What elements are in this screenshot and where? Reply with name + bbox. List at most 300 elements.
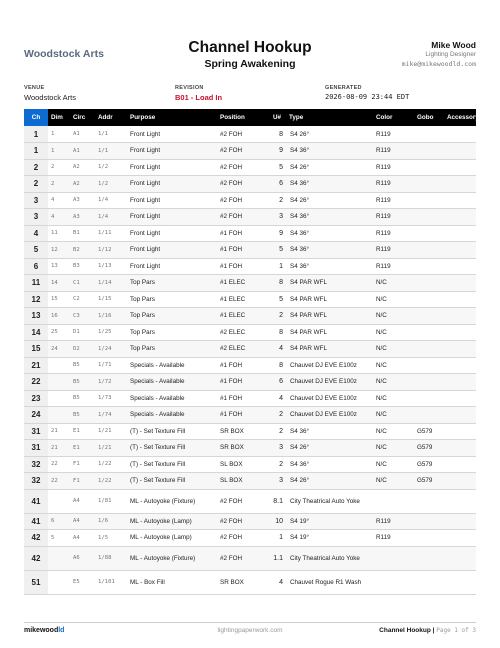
cell-gobo bbox=[414, 159, 444, 176]
cell-gobo: G579 bbox=[414, 456, 444, 473]
cell-addr: 1/71 bbox=[95, 357, 127, 374]
cell-purpose: ML - Autoyoke (Lamp) bbox=[127, 530, 217, 547]
cell-addr: 1/22 bbox=[95, 456, 127, 473]
cell-addr: 1/25 bbox=[95, 324, 127, 341]
cell-position: #2 FOH bbox=[217, 489, 270, 513]
cell-unit: 9 bbox=[270, 225, 286, 242]
page-header bbox=[24, 38, 476, 72]
col-header-type[interactable]: Type bbox=[286, 109, 373, 126]
cell-ch: 2 bbox=[24, 176, 48, 193]
cell-position: #2 FOH bbox=[217, 209, 270, 226]
cell-ch: 51 bbox=[24, 570, 48, 594]
cell-position: #2 FOH bbox=[217, 143, 270, 160]
cell-position: #1 ELEC bbox=[217, 291, 270, 308]
col-header-unit[interactable]: U# bbox=[270, 109, 286, 126]
cell-circ: C1 bbox=[70, 275, 95, 292]
revision-label: REVISION bbox=[175, 85, 204, 91]
cell-position: #2 FOH bbox=[217, 159, 270, 176]
table-row[interactable] bbox=[24, 341, 476, 358]
cell-gobo bbox=[414, 374, 444, 391]
cell-position: #2 FOH bbox=[217, 126, 270, 143]
table-row[interactable] bbox=[24, 308, 476, 325]
cell-color: R119 bbox=[373, 159, 414, 176]
cell-ch: 21 bbox=[24, 357, 48, 374]
cell-circ: B5 bbox=[70, 390, 95, 407]
cell-type: S4 PAR WFL bbox=[286, 291, 373, 308]
cell-addr: 1/11 bbox=[95, 225, 127, 242]
cell-circ: E1 bbox=[70, 423, 95, 440]
cell-gobo bbox=[414, 192, 444, 209]
col-header-position[interactable]: Position bbox=[217, 109, 270, 126]
cell-purpose: Front Light bbox=[127, 126, 217, 143]
cell-position: #2 FOH bbox=[217, 530, 270, 547]
cell-type: City Theatrical Auto Yoke bbox=[286, 489, 373, 513]
cell-dim: 2 bbox=[48, 159, 70, 176]
cell-ch: 11 bbox=[24, 275, 48, 292]
cell-gobo bbox=[414, 390, 444, 407]
designer-role: Lighting Designer bbox=[425, 51, 476, 58]
cell-unit: 2 bbox=[270, 308, 286, 325]
cell-dim: 13 bbox=[48, 258, 70, 275]
table-row[interactable] bbox=[24, 176, 476, 193]
generated-label: GENERATED bbox=[325, 85, 362, 91]
cell-circ: A4 bbox=[70, 530, 95, 547]
cell-circ: D1 bbox=[70, 324, 95, 341]
cell-dim: 14 bbox=[48, 275, 70, 292]
cell-unit: 2 bbox=[270, 192, 286, 209]
cell-gobo bbox=[414, 357, 444, 374]
table-row[interactable] bbox=[24, 225, 476, 242]
cell-type: S4 PAR WFL bbox=[286, 308, 373, 325]
cell-type: S4 19° bbox=[286, 530, 373, 547]
cell-type: S4 36° bbox=[286, 423, 373, 440]
cell-ch: 31 bbox=[24, 423, 48, 440]
table-row[interactable] bbox=[24, 143, 476, 160]
cell-gobo bbox=[414, 530, 444, 547]
cell-accessory bbox=[444, 473, 476, 490]
cell-unit: 2 bbox=[270, 423, 286, 440]
cell-position: #1 FOH bbox=[217, 407, 270, 424]
cell-type: Chauvet DJ EVE E100z bbox=[286, 374, 373, 391]
cell-type: S4 36° bbox=[286, 242, 373, 259]
cell-accessory bbox=[444, 570, 476, 594]
cell-gobo bbox=[414, 308, 444, 325]
table-row[interactable] bbox=[24, 209, 476, 226]
cell-circ: B2 bbox=[70, 242, 95, 259]
cell-circ: E1 bbox=[70, 440, 95, 457]
table-row[interactable] bbox=[24, 242, 476, 259]
cell-circ: C2 bbox=[70, 291, 95, 308]
cell-gobo: G579 bbox=[414, 440, 444, 457]
col-header-accessory[interactable]: Accessory bbox=[444, 109, 476, 126]
cell-ch: 14 bbox=[24, 324, 48, 341]
cell-type: S4 36° bbox=[286, 258, 373, 275]
table-row[interactable] bbox=[24, 570, 476, 594]
cell-addr: 1/101 bbox=[95, 570, 127, 594]
cell-addr: 1/4 bbox=[95, 192, 127, 209]
cell-color: R119 bbox=[373, 530, 414, 547]
cell-gobo bbox=[414, 126, 444, 143]
cell-position: SR BOX bbox=[217, 440, 270, 457]
cell-color: N/C bbox=[373, 357, 414, 374]
cell-addr: 1/21 bbox=[95, 423, 127, 440]
cell-purpose: ML - Box Fill bbox=[127, 570, 217, 594]
cell-ch: 1 bbox=[24, 143, 48, 160]
cell-addr: 1/73 bbox=[95, 390, 127, 407]
cell-unit: 6 bbox=[270, 374, 286, 391]
designer-name: Mike Wood bbox=[431, 40, 476, 50]
cell-position: #1 FOH bbox=[217, 390, 270, 407]
generated-meta bbox=[325, 85, 409, 101]
cell-gobo bbox=[414, 143, 444, 160]
cell-unit: 9 bbox=[270, 143, 286, 160]
cell-purpose: Front Light bbox=[127, 209, 217, 226]
cell-circ: A2 bbox=[70, 159, 95, 176]
cell-purpose: ML - Autoyoke (Fixture) bbox=[127, 546, 217, 570]
cell-dim: 22 bbox=[48, 456, 70, 473]
cell-purpose: Specials - Available bbox=[127, 407, 217, 424]
cell-purpose: Front Light bbox=[127, 242, 217, 259]
venue-meta bbox=[24, 85, 76, 102]
footer-site[interactable]: lightingpaperwork.com bbox=[217, 627, 283, 634]
cell-addr: 1/21 bbox=[95, 440, 127, 457]
cell-dim bbox=[48, 546, 70, 570]
cell-purpose: Top Pars bbox=[127, 308, 217, 325]
footer-doc-title: Channel Hookup bbox=[379, 627, 431, 634]
col-header-color[interactable]: Color bbox=[373, 109, 414, 126]
cell-ch: 42 bbox=[24, 546, 48, 570]
page-footer bbox=[24, 622, 476, 634]
cell-color: N/C bbox=[373, 374, 414, 391]
cell-purpose: (T) - Set Texture Fill bbox=[127, 440, 217, 457]
cell-ch: 41 bbox=[24, 513, 48, 530]
show-title: Spring Awakening bbox=[204, 58, 296, 70]
cell-addr: 1/1 bbox=[95, 126, 127, 143]
cell-position: #1 FOH bbox=[217, 374, 270, 391]
cell-accessory bbox=[444, 275, 476, 292]
col-header-circ[interactable]: Circ bbox=[70, 109, 95, 126]
cell-position: #2 ELEC bbox=[217, 341, 270, 358]
cell-unit: 8.1 bbox=[270, 489, 286, 513]
cell-purpose: (T) - Set Texture Fill bbox=[127, 456, 217, 473]
table-row[interactable] bbox=[24, 530, 476, 547]
meta-bar bbox=[24, 85, 476, 103]
table-row[interactable] bbox=[24, 258, 476, 275]
col-header-addr[interactable]: Addr bbox=[95, 109, 127, 126]
cell-gobo bbox=[414, 242, 444, 259]
cell-purpose: Front Light bbox=[127, 176, 217, 193]
cell-purpose: (T) - Set Texture Fill bbox=[127, 473, 217, 490]
cell-purpose: Front Light bbox=[127, 159, 217, 176]
cell-unit: 1 bbox=[270, 258, 286, 275]
cell-purpose: Front Light bbox=[127, 143, 217, 160]
cell-dim: 4 bbox=[48, 209, 70, 226]
revision-meta bbox=[175, 85, 222, 102]
cell-unit: 8 bbox=[270, 275, 286, 292]
cell-purpose: Front Light bbox=[127, 258, 217, 275]
cell-addr: 1/72 bbox=[95, 374, 127, 391]
cell-position: #1 ELEC bbox=[217, 275, 270, 292]
cell-accessory bbox=[444, 423, 476, 440]
cell-color: R119 bbox=[373, 126, 414, 143]
col-header-purpose[interactable]: Purpose bbox=[127, 109, 217, 126]
cell-purpose: Specials - Available bbox=[127, 390, 217, 407]
table-row[interactable] bbox=[24, 423, 476, 440]
venue-value: Woodstock Arts bbox=[24, 93, 76, 102]
cell-gobo bbox=[414, 291, 444, 308]
table-row[interactable] bbox=[24, 374, 476, 391]
cell-gobo: G579 bbox=[414, 473, 444, 490]
cell-circ: A2 bbox=[70, 176, 95, 193]
cell-ch: 22 bbox=[24, 374, 48, 391]
table-row[interactable] bbox=[24, 275, 476, 292]
cell-type: S4 26° bbox=[286, 159, 373, 176]
cell-dim: 1 bbox=[48, 126, 70, 143]
cell-type: S4 36° bbox=[286, 456, 373, 473]
revision-value: B01 - Load In bbox=[175, 93, 223, 102]
cell-type: S4 26° bbox=[286, 192, 373, 209]
cell-type: S4 36° bbox=[286, 225, 373, 242]
cell-type: S4 26° bbox=[286, 440, 373, 457]
cell-unit: 3 bbox=[270, 473, 286, 490]
cell-type: S4 PAR WFL bbox=[286, 275, 373, 292]
cell-position: #2 FOH bbox=[217, 546, 270, 570]
cell-gobo bbox=[414, 570, 444, 594]
col-header-gobo[interactable]: Gobo bbox=[414, 109, 444, 126]
page-number: Page 1 of 3 bbox=[436, 627, 476, 634]
cell-accessory bbox=[444, 407, 476, 424]
cell-position: #2 ELEC bbox=[217, 324, 270, 341]
cell-purpose: Top Pars bbox=[127, 324, 217, 341]
cell-gobo bbox=[414, 209, 444, 226]
cell-dim: 12 bbox=[48, 242, 70, 259]
cell-addr: 1/22 bbox=[95, 473, 127, 490]
brand-main: mikewood bbox=[24, 627, 59, 634]
table-row[interactable] bbox=[24, 456, 476, 473]
cell-gobo bbox=[414, 546, 444, 570]
cell-color: N/C bbox=[373, 308, 414, 325]
table-body bbox=[24, 126, 476, 594]
cell-color: R119 bbox=[373, 242, 414, 259]
cell-circ: F1 bbox=[70, 456, 95, 473]
cell-gobo bbox=[414, 275, 444, 292]
cell-ch: 12 bbox=[24, 291, 48, 308]
cell-accessory bbox=[444, 546, 476, 570]
table-row[interactable] bbox=[24, 126, 476, 143]
cell-position: SL BOX bbox=[217, 456, 270, 473]
table-row[interactable] bbox=[24, 192, 476, 209]
cell-ch: 13 bbox=[24, 308, 48, 325]
cell-position: SL BOX bbox=[217, 473, 270, 490]
cell-circ: B5 bbox=[70, 357, 95, 374]
table-header-row bbox=[24, 109, 476, 126]
cell-unit: 5 bbox=[270, 159, 286, 176]
cell-ch: 41 bbox=[24, 489, 48, 513]
table-row[interactable] bbox=[24, 489, 476, 513]
cell-gobo bbox=[414, 324, 444, 341]
cell-type: S4 PAR WFL bbox=[286, 324, 373, 341]
cell-circ: B3 bbox=[70, 258, 95, 275]
cell-circ: C3 bbox=[70, 308, 95, 325]
cell-dim: 11 bbox=[48, 225, 70, 242]
cell-dim bbox=[48, 357, 70, 374]
table-row[interactable] bbox=[24, 473, 476, 490]
cell-accessory bbox=[444, 176, 476, 193]
cell-addr: 1/13 bbox=[95, 258, 127, 275]
cell-color bbox=[373, 546, 414, 570]
cell-ch: 15 bbox=[24, 341, 48, 358]
cell-dim bbox=[48, 489, 70, 513]
cell-accessory bbox=[444, 357, 476, 374]
cell-circ: E5 bbox=[70, 570, 95, 594]
table-row[interactable] bbox=[24, 440, 476, 457]
cell-color: N/C bbox=[373, 456, 414, 473]
table-row[interactable] bbox=[24, 513, 476, 530]
cell-unit: 2 bbox=[270, 407, 286, 424]
cell-position: #1 FOH bbox=[217, 357, 270, 374]
cell-unit: 6 bbox=[270, 176, 286, 193]
table-row[interactable] bbox=[24, 407, 476, 424]
cell-accessory bbox=[444, 341, 476, 358]
cell-addr: 1/74 bbox=[95, 407, 127, 424]
cell-circ: A1 bbox=[70, 126, 95, 143]
cell-ch: 1 bbox=[24, 126, 48, 143]
cell-unit: 1.1 bbox=[270, 546, 286, 570]
cell-color: R119 bbox=[373, 258, 414, 275]
venue-heading: Woodstock Arts bbox=[24, 48, 104, 60]
cell-accessory bbox=[444, 126, 476, 143]
cell-type: Chauvet DJ EVE E100z bbox=[286, 407, 373, 424]
cell-ch: 24 bbox=[24, 407, 48, 424]
cell-ch: 32 bbox=[24, 456, 48, 473]
cell-gobo bbox=[414, 176, 444, 193]
cell-accessory bbox=[444, 440, 476, 457]
table-row[interactable] bbox=[24, 390, 476, 407]
cell-color: R119 bbox=[373, 225, 414, 242]
cell-position: #2 FOH bbox=[217, 192, 270, 209]
cell-unit: 4 bbox=[270, 390, 286, 407]
cell-addr: 1/81 bbox=[95, 489, 127, 513]
cell-addr: 1/15 bbox=[95, 291, 127, 308]
cell-gobo bbox=[414, 225, 444, 242]
cell-dim: 5 bbox=[48, 530, 70, 547]
cell-accessory bbox=[444, 143, 476, 160]
cell-position: #2 FOH bbox=[217, 513, 270, 530]
cell-color: R119 bbox=[373, 209, 414, 226]
cell-purpose: (T) - Set Texture Fill bbox=[127, 423, 217, 440]
cell-position: SR BOX bbox=[217, 570, 270, 594]
cell-color: N/C bbox=[373, 423, 414, 440]
hookup-table bbox=[24, 109, 479, 595]
cell-accessory bbox=[444, 192, 476, 209]
cell-ch: 23 bbox=[24, 390, 48, 407]
cell-dim: 21 bbox=[48, 423, 70, 440]
cell-addr: 1/24 bbox=[95, 341, 127, 358]
cell-type: S4 36° bbox=[286, 209, 373, 226]
cell-addr: 1/88 bbox=[95, 546, 127, 570]
cell-type: Chauvet DJ EVE E100z bbox=[286, 357, 373, 374]
cell-position: #2 FOH bbox=[217, 176, 270, 193]
cell-unit: 8 bbox=[270, 324, 286, 341]
cell-accessory bbox=[444, 489, 476, 513]
cell-dim: 16 bbox=[48, 308, 70, 325]
cell-accessory bbox=[444, 291, 476, 308]
cell-circ: B5 bbox=[70, 407, 95, 424]
cell-ch: 6 bbox=[24, 258, 48, 275]
cell-color: N/C bbox=[373, 324, 414, 341]
cell-purpose: ML - Autoyoke (Lamp) bbox=[127, 513, 217, 530]
table-row[interactable] bbox=[24, 291, 476, 308]
cell-dim: 4 bbox=[48, 192, 70, 209]
generated-value: 2026-08-09 23:44 EDT bbox=[325, 93, 410, 101]
cell-type: S4 36° bbox=[286, 143, 373, 160]
table-row[interactable] bbox=[24, 159, 476, 176]
cell-type: S4 19° bbox=[286, 513, 373, 530]
cell-accessory bbox=[444, 530, 476, 547]
cell-ch: 5 bbox=[24, 242, 48, 259]
footer-doc: Channel Hookup | Page 1 of 3 bbox=[379, 627, 476, 634]
cell-type: S4 26° bbox=[286, 126, 373, 143]
table-row[interactable] bbox=[24, 357, 476, 374]
cell-color: N/C bbox=[373, 440, 414, 457]
cell-position: #1 FOH bbox=[217, 258, 270, 275]
cell-circ: B5 bbox=[70, 374, 95, 391]
cell-purpose: Top Pars bbox=[127, 275, 217, 292]
cell-position: #1 FOH bbox=[217, 225, 270, 242]
cell-unit: 4 bbox=[270, 341, 286, 358]
cell-position: #1 FOH bbox=[217, 242, 270, 259]
cell-accessory bbox=[444, 225, 476, 242]
cell-ch: 3 bbox=[24, 209, 48, 226]
cell-addr: 1/12 bbox=[95, 242, 127, 259]
cell-circ: A3 bbox=[70, 209, 95, 226]
col-header-dim[interactable]: Dim bbox=[48, 109, 70, 126]
cell-type: S4 26° bbox=[286, 473, 373, 490]
table-row[interactable] bbox=[24, 546, 476, 570]
cell-dim: 2 bbox=[48, 176, 70, 193]
cell-accessory bbox=[444, 324, 476, 341]
cell-dim bbox=[48, 374, 70, 391]
cell-unit: 8 bbox=[270, 126, 286, 143]
cell-type: S4 PAR WFL bbox=[286, 341, 373, 358]
cell-circ: A4 bbox=[70, 489, 95, 513]
designer-email[interactable]: mike@mikewoodld.com bbox=[401, 60, 476, 68]
cell-gobo bbox=[414, 341, 444, 358]
cell-unit: 8 bbox=[270, 357, 286, 374]
table-row[interactable] bbox=[24, 324, 476, 341]
cell-addr: 1/16 bbox=[95, 308, 127, 325]
cell-dim bbox=[48, 407, 70, 424]
cell-accessory bbox=[444, 308, 476, 325]
cell-addr: 1/6 bbox=[95, 513, 127, 530]
cell-ch: 3 bbox=[24, 192, 48, 209]
page-title: Channel Hookup bbox=[188, 39, 312, 56]
cell-color bbox=[373, 570, 414, 594]
cell-type: Chauvet DJ EVE E100z bbox=[286, 390, 373, 407]
cell-color: R119 bbox=[373, 192, 414, 209]
cell-type: S4 36° bbox=[286, 176, 373, 193]
cell-purpose: Front Light bbox=[127, 192, 217, 209]
cell-dim: 24 bbox=[48, 341, 70, 358]
cell-purpose: Specials - Available bbox=[127, 374, 217, 391]
cell-circ: A4 bbox=[70, 513, 95, 530]
cell-accessory bbox=[444, 159, 476, 176]
cell-color: N/C bbox=[373, 407, 414, 424]
cell-circ: F1 bbox=[70, 473, 95, 490]
cell-accessory bbox=[444, 374, 476, 391]
col-header-ch[interactable]: Ch bbox=[24, 109, 48, 126]
cell-dim: 6 bbox=[48, 513, 70, 530]
